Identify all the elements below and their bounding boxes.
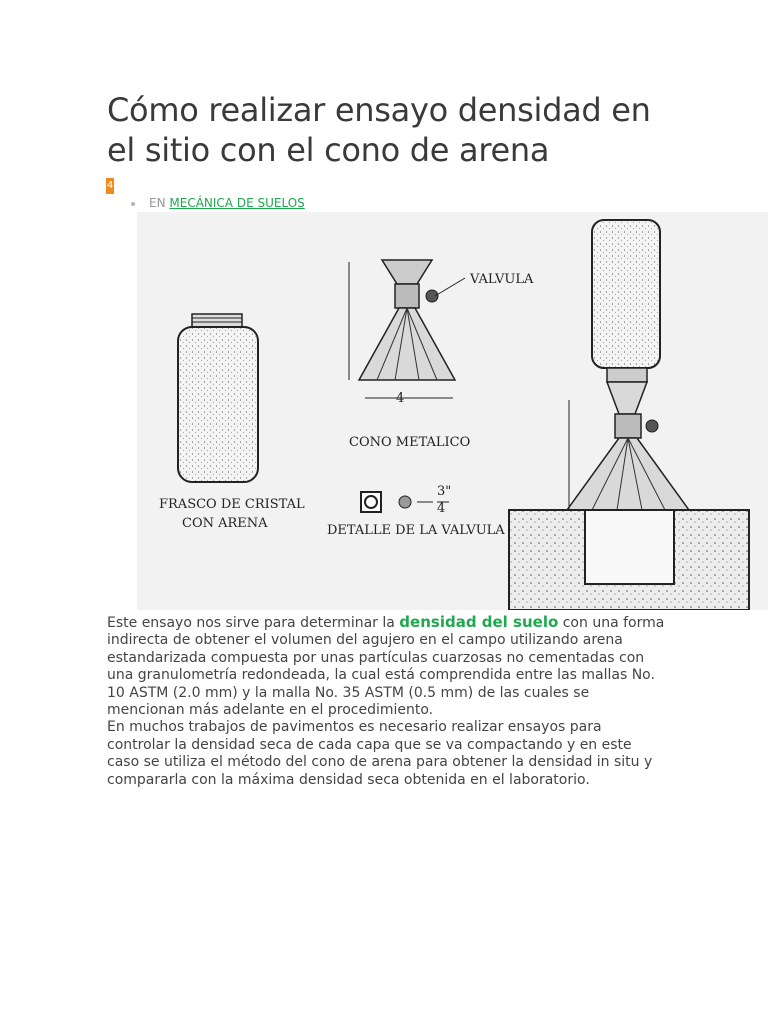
post-meta xyxy=(131,196,305,210)
valve-frac-num: 3" xyxy=(437,484,452,499)
cone-label: CONO METALICO xyxy=(349,435,471,450)
bullet-icon xyxy=(131,202,135,206)
valve-frac-den: 4 xyxy=(437,501,446,516)
category-link[interactable]: MECÁNICA DE SUELOS xyxy=(169,196,305,210)
jar-label-line2: CON ARENA xyxy=(182,516,268,531)
paragraph-2: En muchos trabajos de pavimentos es necesario realizar ensayos para controlar la densidad seca de cada capa que se va compactando y en este caso se utiliza el método del cono de arena para obtener la densidad in situ y compararla con la máxima densidad seca obtenida en el laboratorio. xyxy=(107,719,653,788)
valve-label: VALVULA xyxy=(470,272,534,287)
diagram-svg xyxy=(137,212,768,610)
sand-cone-diagram xyxy=(137,212,768,610)
glass-jar xyxy=(178,314,258,482)
jar-label-line1: FRASCO DE CRISTAL xyxy=(159,497,305,512)
article-body xyxy=(107,614,667,789)
cone-dim-width: 4 xyxy=(396,391,405,406)
page-title: Cómo realizar ensayo densidad en el sitio con el cono de arena xyxy=(107,91,651,169)
valve-detail-label: DETALLE DE LA VALVULA xyxy=(327,523,505,538)
comment-count-badge[interactable]: 4 xyxy=(106,178,114,194)
p1-text-after: con una forma indirecta de obtener el volumen del agujero en el campo utilizando arena estandarizada compuesta por unas partículas cuarzosas no cementadas con una granulometría redondeada, la cual está comprendida entre las mallas No. 10 ASTM (2.0 mm) y la malla No. 35 ASTM (0.5 mm) de las cuales se mencionan más adelante en el procedimiento. xyxy=(107,615,665,719)
paragraph-1 xyxy=(107,614,667,719)
soil-density-link[interactable]: densidad del suelo xyxy=(399,613,559,631)
p1-text-before: Este ensayo nos sirve para determinar la xyxy=(107,615,395,631)
meta-prefix: EN xyxy=(149,196,166,210)
